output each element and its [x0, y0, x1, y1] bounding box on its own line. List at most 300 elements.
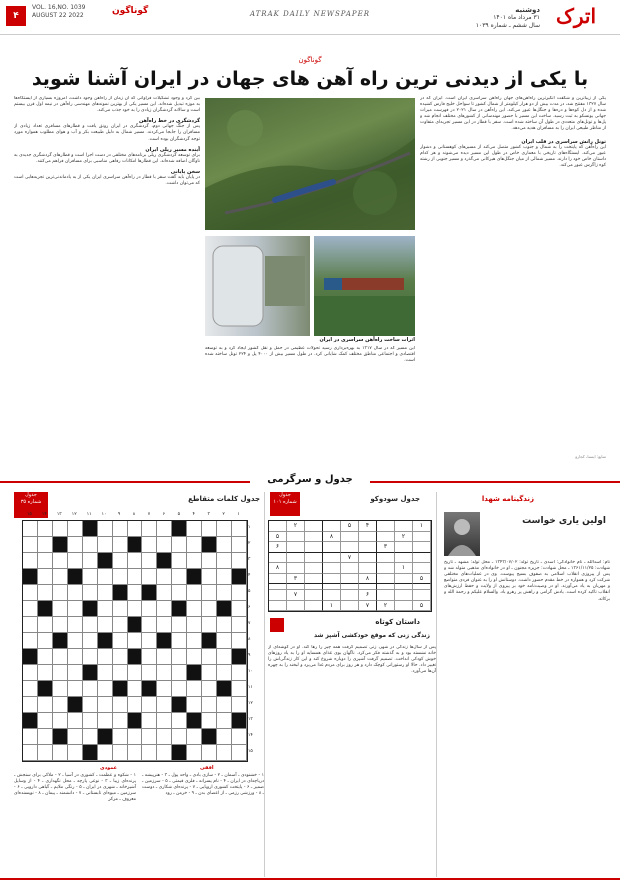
sudoku-cell[interactable]	[323, 521, 341, 532]
crossword-cell[interactable]	[38, 665, 53, 681]
body-text: بین گرد و وجود تشکیلات فراوانی که آن زمان از راه‌آهن وجود داشت، امروزه بسیاری از ایستگاه‌ها به موزه تبدیل شده‌اند. این مسیر یکی از بهترین نمونه‌های مهندسی راه‌آهن در نیمه اول قرن بیستم است و سالانه گردشگران زیادی را به خود جذب می‌کند.	[14, 96, 200, 114]
crossword-cell[interactable]	[157, 537, 172, 553]
crossword-cell[interactable]	[232, 585, 247, 601]
column-number: ۱۲	[71, 512, 77, 517]
sudoku-cell[interactable]	[305, 563, 323, 574]
crossword-cell[interactable]	[217, 521, 232, 537]
crossword-cell[interactable]	[217, 553, 232, 569]
sudoku-cell[interactable]	[341, 542, 359, 553]
sudoku-cell[interactable]	[269, 601, 287, 612]
crossword-cell[interactable]	[113, 745, 128, 761]
sudoku-cell[interactable]	[269, 553, 287, 564]
crossword-cell[interactable]	[232, 617, 247, 633]
crossword-cell[interactable]	[53, 681, 68, 697]
sudoku-cell[interactable]	[395, 574, 413, 585]
sudoku-cell[interactable]: ۵	[413, 601, 431, 612]
crossword-cell[interactable]	[53, 601, 68, 617]
sudoku-cell[interactable]	[305, 574, 323, 585]
sudoku-cell[interactable]: ۶	[269, 542, 287, 553]
sudoku-cell[interactable]: ۴	[359, 521, 377, 532]
crossword-cell[interactable]	[128, 745, 143, 761]
crossword-cell[interactable]	[157, 729, 172, 745]
sudoku-cell[interactable]: ۳	[377, 542, 395, 553]
crossword-cell[interactable]	[187, 537, 202, 553]
sudoku-cell[interactable]: ۲	[287, 521, 305, 532]
crossword-cell[interactable]	[23, 633, 38, 649]
crossword-black-cell	[38, 601, 53, 617]
crossword-cell[interactable]	[98, 681, 113, 697]
column-number: ۱۴	[41, 512, 47, 517]
crossword-cell[interactable]	[142, 601, 157, 617]
row-number: ۱۳	[248, 717, 253, 722]
crossword-cell[interactable]	[142, 553, 157, 569]
crossword-cell[interactable]	[68, 553, 83, 569]
badge-label: جدول	[25, 492, 37, 498]
crossword-grid[interactable]	[22, 520, 248, 762]
crossword-cell[interactable]	[172, 649, 187, 665]
crossword-cell[interactable]	[23, 521, 38, 537]
crossword-cell[interactable]	[98, 569, 113, 585]
crossword-cell[interactable]	[187, 729, 202, 745]
crossword-black-cell	[217, 601, 232, 617]
crossword-cell[interactable]	[172, 633, 187, 649]
crossword-cell[interactable]	[98, 537, 113, 553]
crossword-cell[interactable]	[157, 521, 172, 537]
crossword-cell[interactable]	[142, 537, 157, 553]
sudoku-cell[interactable]	[305, 532, 323, 543]
crossword-cell[interactable]	[128, 569, 143, 585]
crossword-cell[interactable]	[172, 665, 187, 681]
crossword-cell[interactable]	[187, 649, 202, 665]
sudoku-cell[interactable]: ۶	[359, 590, 377, 601]
sudoku-cell[interactable]	[323, 553, 341, 564]
crossword-cell[interactable]	[232, 665, 247, 681]
crossword-black-cell	[232, 569, 247, 585]
crossword-cell[interactable]	[68, 745, 83, 761]
date-persian: ۳۱ مرداد ماه ۱۴۰۱	[493, 14, 540, 21]
sudoku-cell[interactable]	[377, 590, 395, 601]
crossword-cell[interactable]	[113, 729, 128, 745]
sudoku-cell[interactable]	[323, 563, 341, 574]
crossword-cell[interactable]	[157, 681, 172, 697]
sudoku-cell[interactable]	[287, 542, 305, 553]
crossword-cell[interactable]	[83, 681, 98, 697]
newspaper-logo[interactable]: اترک	[555, 4, 597, 28]
crossword-cell[interactable]	[217, 585, 232, 601]
sudoku-cell[interactable]: ۷	[341, 553, 359, 564]
crossword-cell[interactable]	[83, 553, 98, 569]
crossword-cell[interactable]	[172, 553, 187, 569]
crossword-cell[interactable]	[232, 681, 247, 697]
crossword-cell[interactable]	[128, 729, 143, 745]
crossword-cell[interactable]	[98, 697, 113, 713]
train-illustration	[205, 98, 415, 230]
sudoku-cell[interactable]	[359, 532, 377, 543]
crossword-cell[interactable]	[157, 585, 172, 601]
crossword-cell[interactable]	[142, 649, 157, 665]
crossword-cell[interactable]	[157, 665, 172, 681]
crossword-cell[interactable]	[53, 697, 68, 713]
crossword-cell[interactable]	[83, 537, 98, 553]
sudoku-cell[interactable]	[377, 521, 395, 532]
sudoku-cell[interactable]: ۱	[395, 563, 413, 574]
sudoku-cell[interactable]: ۵	[269, 532, 287, 543]
crossword-cell[interactable]	[157, 697, 172, 713]
crossword-cell[interactable]	[83, 569, 98, 585]
crossword-cell[interactable]	[53, 569, 68, 585]
crossword-cell[interactable]	[157, 617, 172, 633]
crossword-cell[interactable]	[113, 521, 128, 537]
crossword-black-cell	[113, 681, 128, 697]
crossword-cell[interactable]	[217, 697, 232, 713]
crossword-cell[interactable]	[53, 713, 68, 729]
crossword-cell[interactable]	[202, 521, 217, 537]
crossword-cell[interactable]	[83, 713, 98, 729]
crossword-cell[interactable]	[142, 665, 157, 681]
crossword-cell[interactable]	[187, 553, 202, 569]
crossword-cell[interactable]	[38, 649, 53, 665]
crossword-cell[interactable]	[113, 665, 128, 681]
sudoku-cell[interactable]: ۸	[323, 532, 341, 543]
crossword-cell[interactable]	[83, 585, 98, 601]
crossword-cell[interactable]	[232, 745, 247, 761]
column-number: ۶	[162, 512, 166, 517]
sudoku-cell[interactable]: ۷	[287, 590, 305, 601]
crossword-black-cell	[68, 697, 83, 713]
badge-number: شماره ۱۰۱	[273, 499, 297, 505]
sudoku-cell[interactable]	[269, 521, 287, 532]
crossword-cell[interactable]	[68, 681, 83, 697]
biography-title: اولین یاری خواست	[522, 516, 606, 526]
crossword-cell[interactable]	[98, 601, 113, 617]
article-column-right	[420, 96, 606, 456]
crossword-cell[interactable]	[53, 665, 68, 681]
crossword-cell[interactable]	[128, 665, 143, 681]
sudoku-cell[interactable]: ۵	[413, 574, 431, 585]
crossword-cell[interactable]	[83, 729, 98, 745]
crossword-cell[interactable]	[113, 713, 128, 729]
crossword-cell[interactable]	[128, 633, 143, 649]
crossword-cell[interactable]	[217, 569, 232, 585]
crossword-cell[interactable]	[113, 601, 128, 617]
crossword-cell[interactable]	[23, 697, 38, 713]
crossword-cell[interactable]	[38, 713, 53, 729]
sudoku-cell[interactable]: ۲	[377, 601, 395, 612]
crossword-cell[interactable]	[98, 665, 113, 681]
crossword-cell[interactable]	[23, 681, 38, 697]
crossword-cell[interactable]	[23, 729, 38, 745]
sudoku-cell[interactable]	[395, 553, 413, 564]
crossword-cell[interactable]	[202, 553, 217, 569]
sudoku-cell[interactable]: ۱	[413, 521, 431, 532]
crossword-cell[interactable]	[232, 633, 247, 649]
train-window-photo[interactable]	[205, 236, 310, 336]
crossword-cell[interactable]	[202, 585, 217, 601]
crossword-row-numbers	[248, 520, 258, 760]
crossword-cell[interactable]	[128, 681, 143, 697]
sudoku-cell[interactable]: ۵	[341, 521, 359, 532]
crossword-cell[interactable]	[187, 601, 202, 617]
body-text: یکی از زیباترین و شگفت انگیزترین راه‌آهن‌های جهان راه‌آهن سراسری ایران است. ایران که در سال ۱۳۲۷ مفتتح شد، در مدت بیش از دو هزار کیلومتر از شمال کشور تا سواحل خلیج فارس کشیده شده و از دل کوه‌ها و دره‌ها و جنگل‌ها عبور می‌کند. این راه‌آهن در سال ۲۰۲۱ در فهرست میراث جهانی یونسکو به ثبت رسید. ساخت این مسیر با حضور مهندسانی از کشورهای مختلف انجام شد و پل‌ها و تونل‌های متعددی در طول آن ساخته شده است. سفر با قطار در این مسیر تجربه‌ای متفاوت از مناظر طبیعی ایران را به مسافران هدیه می‌دهد.	[420, 96, 606, 132]
crossword-cell[interactable]	[68, 521, 83, 537]
crossword-cell[interactable]	[113, 649, 128, 665]
sudoku-cell[interactable]	[377, 574, 395, 585]
sudoku-cell[interactable]	[305, 521, 323, 532]
sudoku-cell[interactable]	[323, 574, 341, 585]
sudoku-cell[interactable]	[341, 574, 359, 585]
portrait-icon	[444, 512, 480, 556]
crossword-black-cell	[53, 729, 68, 745]
crossword-black-cell	[157, 633, 172, 649]
crossword-cell[interactable]	[128, 697, 143, 713]
crossword-cell[interactable]	[23, 601, 38, 617]
sudoku-cell[interactable]	[323, 542, 341, 553]
crossword-cell[interactable]	[232, 601, 247, 617]
article-sources: منابع: ایسنا، کجارو	[575, 454, 606, 459]
crossword-cell[interactable]	[68, 713, 83, 729]
crossword-cell[interactable]	[232, 537, 247, 553]
crossword-cell[interactable]	[217, 729, 232, 745]
crossword-cell[interactable]	[142, 697, 157, 713]
crossword-cell[interactable]	[68, 585, 83, 601]
crossword-cell[interactable]	[187, 521, 202, 537]
crossword-cell[interactable]	[157, 649, 172, 665]
crossword-black-cell	[128, 713, 143, 729]
crossword-cell[interactable]	[217, 713, 232, 729]
crossword-cell[interactable]	[98, 521, 113, 537]
crossword-cell[interactable]	[38, 521, 53, 537]
crossword-cell[interactable]	[128, 521, 143, 537]
crossword-cell[interactable]	[53, 521, 68, 537]
crossword-cell[interactable]	[113, 617, 128, 633]
crossword-cell[interactable]	[68, 633, 83, 649]
crossword-cell[interactable]	[113, 569, 128, 585]
crossword-cell[interactable]	[172, 681, 187, 697]
crossword-black-cell	[172, 601, 187, 617]
row-number: ۷	[248, 621, 251, 626]
crossword-cell[interactable]	[83, 617, 98, 633]
issue-date	[476, 6, 540, 30]
sudoku-cell[interactable]	[341, 590, 359, 601]
crossword-cell[interactable]	[232, 521, 247, 537]
crossword-cell[interactable]	[187, 585, 202, 601]
sudoku-cell[interactable]	[305, 601, 323, 612]
crossword-cell[interactable]	[128, 553, 143, 569]
crossword-cell[interactable]	[232, 697, 247, 713]
sudoku-cell[interactable]	[341, 532, 359, 543]
crossword-cell[interactable]	[202, 681, 217, 697]
train-landscape-photo[interactable]	[205, 98, 415, 230]
sudoku-cell[interactable]	[413, 590, 431, 601]
row-number: ۹	[248, 653, 251, 658]
sudoku-cell[interactable]	[377, 553, 395, 564]
crossword-cell[interactable]	[38, 569, 53, 585]
crossword-cell[interactable]	[83, 633, 98, 649]
crossword-cell[interactable]	[202, 617, 217, 633]
sudoku-cell[interactable]: ۸	[359, 574, 377, 585]
crossword-cell[interactable]	[83, 649, 98, 665]
crossword-cell[interactable]	[98, 713, 113, 729]
crossword-cell[interactable]	[128, 585, 143, 601]
crossword-cell[interactable]	[23, 537, 38, 553]
crossword-cell[interactable]	[98, 617, 113, 633]
crossword-cell[interactable]	[187, 681, 202, 697]
crossword-cell[interactable]	[23, 665, 38, 681]
crossword-cell[interactable]	[113, 697, 128, 713]
sudoku-cell[interactable]	[395, 542, 413, 553]
crossword-cell[interactable]	[38, 585, 53, 601]
sudoku-cell[interactable]: ۳	[287, 574, 305, 585]
sudoku-cell[interactable]	[413, 532, 431, 543]
crossword-cell[interactable]	[172, 537, 187, 553]
crossword-cell[interactable]	[38, 745, 53, 761]
crossword-cell[interactable]	[202, 665, 217, 681]
crossword-cell[interactable]	[68, 537, 83, 553]
story-title[interactable]: زندگی زنی که موقع خودکشی آشپز شد	[313, 632, 430, 639]
sudoku-cell[interactable]: ۱	[323, 601, 341, 612]
crossword-cell[interactable]	[68, 601, 83, 617]
column-number: ۷	[147, 512, 151, 517]
crossword-cell[interactable]	[68, 649, 83, 665]
crossword-cell[interactable]	[187, 617, 202, 633]
crossword-cell[interactable]	[157, 713, 172, 729]
crossword-cell[interactable]	[217, 537, 232, 553]
crossword-cell[interactable]	[98, 745, 113, 761]
crossword-cell[interactable]	[217, 745, 232, 761]
sudoku-cell[interactable]	[359, 563, 377, 574]
sudoku-cell[interactable]	[269, 590, 287, 601]
crossword-cell[interactable]	[142, 713, 157, 729]
crossword-cell[interactable]	[187, 745, 202, 761]
crossword-black-cell	[142, 681, 157, 697]
crossword-cell[interactable]	[53, 745, 68, 761]
sudoku-cell[interactable]	[305, 542, 323, 553]
sudoku-cell[interactable]	[413, 563, 431, 574]
sudoku-cell[interactable]	[269, 574, 287, 585]
sudoku-cell[interactable]	[377, 532, 395, 543]
sudoku-cell[interactable]: ۷	[359, 601, 377, 612]
crossword-cell[interactable]	[202, 569, 217, 585]
crossword-cell[interactable]	[23, 617, 38, 633]
crossword-cell[interactable]	[202, 601, 217, 617]
crossword-cell[interactable]	[68, 729, 83, 745]
sudoku-cell[interactable]	[395, 601, 413, 612]
crossword-cell[interactable]	[187, 697, 202, 713]
crossword-cell[interactable]	[157, 569, 172, 585]
column-number: ۴	[192, 512, 195, 517]
crossword-cell[interactable]	[142, 745, 157, 761]
crossword-cell[interactable]	[38, 697, 53, 713]
crossword-cell[interactable]	[23, 745, 38, 761]
crossword-cell[interactable]	[142, 617, 157, 633]
crossword-cell[interactable]	[157, 745, 172, 761]
crossword-black-cell	[187, 569, 202, 585]
crossword-cell[interactable]	[38, 553, 53, 569]
crossword-cell[interactable]	[38, 617, 53, 633]
sudoku-cell[interactable]	[323, 590, 341, 601]
crossword-cell[interactable]	[202, 649, 217, 665]
crossword-cell[interactable]	[38, 729, 53, 745]
crossword-cell[interactable]	[98, 585, 113, 601]
crossword-cell[interactable]	[53, 553, 68, 569]
crossword-cell[interactable]	[217, 633, 232, 649]
sudoku-cell[interactable]	[341, 563, 359, 574]
freight-train-photo[interactable]	[314, 236, 415, 336]
sudoku-cell[interactable]: ۲	[395, 532, 413, 543]
crossword-black-cell	[23, 649, 38, 665]
column-number: ۱۱	[86, 512, 92, 517]
sudoku-cell[interactable]	[413, 553, 431, 564]
sudoku-cell[interactable]	[341, 601, 359, 612]
crossword-cell[interactable]	[142, 633, 157, 649]
sudoku-cell[interactable]	[395, 590, 413, 601]
crossword-cell[interactable]	[187, 633, 202, 649]
crossword-cell[interactable]	[202, 745, 217, 761]
crossword-cell[interactable]	[68, 665, 83, 681]
crossword-cell[interactable]	[113, 537, 128, 553]
crossword-cell[interactable]	[142, 521, 157, 537]
sudoku-cell[interactable]	[359, 542, 377, 553]
crossword-cell[interactable]	[232, 553, 247, 569]
crossword-cell[interactable]	[157, 601, 172, 617]
crossword-cell[interactable]	[232, 729, 247, 745]
sudoku-cell[interactable]	[359, 553, 377, 564]
article-headline[interactable]: با یکی از دیدنی ترین راه آهن های جهان در ایران آشنا شوید	[31, 68, 589, 90]
crossword-cell[interactable]	[172, 585, 187, 601]
sudoku-cell[interactable]	[377, 563, 395, 574]
crossword-cell[interactable]	[113, 553, 128, 569]
sudoku-cell[interactable]	[287, 553, 305, 564]
sudoku-cell[interactable]	[287, 532, 305, 543]
crossword-cell[interactable]	[53, 585, 68, 601]
sudoku-cell[interactable]	[413, 542, 431, 553]
crossword-cell[interactable]	[23, 585, 38, 601]
crossword-cell[interactable]	[53, 649, 68, 665]
crossword-cell[interactable]	[68, 617, 83, 633]
crossword-cell[interactable]	[172, 617, 187, 633]
crossword-cell[interactable]	[172, 713, 187, 729]
crossword-cell[interactable]	[142, 729, 157, 745]
crossword-cell[interactable]	[142, 569, 157, 585]
crossword-cell[interactable]	[217, 649, 232, 665]
paper-name: ATRAK DAILY NEWSPAPER	[249, 10, 371, 18]
column-number: ۱۵	[26, 512, 32, 517]
crossword-cell[interactable]	[38, 537, 53, 553]
crossword-cell[interactable]	[217, 617, 232, 633]
crossword-cell[interactable]	[172, 729, 187, 745]
crossword-cell[interactable]	[53, 617, 68, 633]
sudoku-cell[interactable]	[305, 553, 323, 564]
crossword-cell[interactable]	[202, 697, 217, 713]
crossword-cell[interactable]	[217, 665, 232, 681]
crossword-cell[interactable]	[113, 633, 128, 649]
sudoku-cell[interactable]	[395, 521, 413, 532]
crossword-cell[interactable]	[23, 553, 38, 569]
crossword-cell[interactable]	[38, 633, 53, 649]
article-column-middle	[205, 346, 415, 450]
crossword-cell[interactable]	[98, 649, 113, 665]
crossword-cell[interactable]	[172, 569, 187, 585]
sudoku-cell[interactable]: ۸	[269, 563, 287, 574]
crossword-cell[interactable]	[83, 697, 98, 713]
sudoku-cell[interactable]	[287, 563, 305, 574]
sudoku-grid[interactable]	[268, 520, 432, 612]
crossword-cell[interactable]	[202, 713, 217, 729]
crossword-cell[interactable]	[128, 601, 143, 617]
issue-number: سال ششم ـ شماره ۱۰۳۹	[475, 22, 540, 29]
sudoku-cell[interactable]	[305, 590, 323, 601]
sudoku-cell[interactable]	[287, 601, 305, 612]
